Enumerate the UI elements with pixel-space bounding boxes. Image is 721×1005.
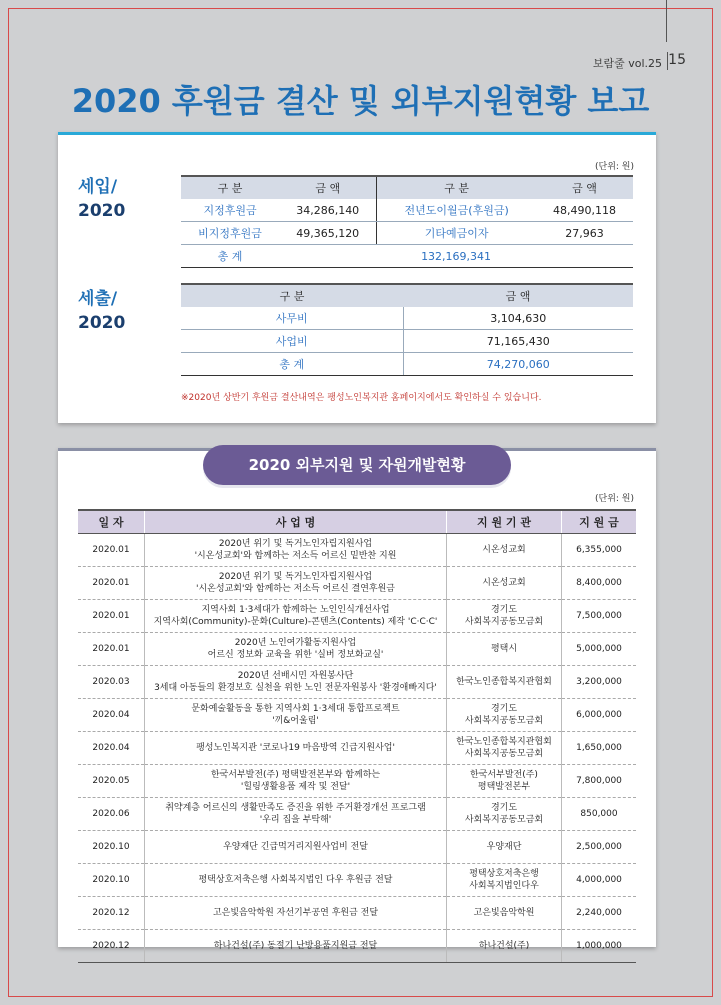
support-org-line: 평택시 bbox=[490, 644, 518, 654]
support-date-line: 2020.01 bbox=[92, 644, 130, 654]
table-row bbox=[78, 567, 636, 600]
total-row bbox=[181, 245, 633, 268]
support-project bbox=[145, 897, 447, 930]
support-org-line: 한국서부발전(주) bbox=[470, 770, 538, 780]
support-date bbox=[78, 666, 145, 699]
support-amount bbox=[562, 633, 637, 666]
support-org-line: 사회복지법인다우 bbox=[469, 881, 539, 891]
income-label-title: 세입/ bbox=[78, 177, 118, 197]
support-amount-line: 2,240,000 bbox=[576, 908, 622, 918]
support-date bbox=[78, 897, 145, 930]
support-org-line: 하나건설(주) bbox=[478, 941, 530, 951]
income-total-value: 132,169,341 bbox=[279, 245, 633, 268]
income-item: 비지정후원금 bbox=[181, 222, 279, 245]
support-amount bbox=[562, 930, 637, 963]
support-org bbox=[447, 567, 562, 600]
support-org-line: 사회복지공동모금회 bbox=[464, 815, 544, 825]
support-project-line: 취약계층 어르신의 생활만족도 증진을 위한 주거환경개선 프로그램 bbox=[165, 803, 426, 813]
expense-label-year: 2020 bbox=[78, 313, 126, 333]
support-org bbox=[447, 831, 562, 864]
support-amount bbox=[562, 567, 637, 600]
support-date bbox=[78, 534, 145, 567]
table-row bbox=[78, 798, 636, 831]
support-date-line: 2020.01 bbox=[92, 578, 130, 588]
support-project-line: '우리 집을 부탁해' bbox=[259, 815, 332, 825]
table-row bbox=[181, 307, 633, 330]
support-project bbox=[145, 567, 447, 600]
support-rows bbox=[78, 534, 636, 963]
support-amount-line: 1,650,000 bbox=[576, 743, 622, 753]
support-amount bbox=[562, 699, 637, 732]
support-project-line: 우양재단 긴급먹거리지원사업비 전달 bbox=[223, 842, 368, 852]
table-row bbox=[78, 897, 636, 930]
support-project-line: 지역사회(Community)-문화(Culture)-콘텐츠(Contents) 제작 'C·C·C' bbox=[153, 617, 438, 627]
expense-total-label: 총 계 bbox=[181, 353, 403, 376]
support-table bbox=[78, 509, 636, 963]
support-project-line: 2020년 노인여가활동지원사업 bbox=[234, 638, 357, 648]
income-amount: 34,286,140 bbox=[279, 199, 377, 222]
support-date-line: 2020.01 bbox=[92, 545, 130, 555]
support-date-line: 2020.10 bbox=[92, 875, 130, 885]
income-item: 지정후원금 bbox=[181, 199, 279, 222]
support-date-line: 2020.12 bbox=[92, 941, 130, 951]
income-table bbox=[181, 175, 633, 268]
support-project bbox=[145, 930, 447, 963]
support-project bbox=[145, 633, 447, 666]
support-amount bbox=[562, 897, 637, 930]
income-item: 기타예금이자 bbox=[377, 222, 536, 245]
support-date bbox=[78, 765, 145, 798]
support-amount-line: 7,800,000 bbox=[576, 776, 622, 786]
support-amount-line: 1,000,000 bbox=[576, 941, 622, 951]
expense-amount: 71,165,430 bbox=[403, 330, 633, 353]
support-org-line: 우양재단 bbox=[486, 842, 522, 852]
support-date bbox=[78, 633, 145, 666]
support-org bbox=[447, 930, 562, 963]
support-amount-line: 2,500,000 bbox=[576, 842, 622, 852]
support-amount-line: 3,200,000 bbox=[576, 677, 622, 687]
support-amount bbox=[562, 864, 637, 897]
page-number: 15 bbox=[668, 52, 686, 68]
support-date-line: 2020.01 bbox=[92, 611, 130, 621]
support-project bbox=[145, 864, 447, 897]
total-row bbox=[181, 353, 633, 376]
support-amount-line: 6,355,000 bbox=[576, 545, 622, 555]
support-org bbox=[447, 732, 562, 765]
support-header: 사 업 명 bbox=[145, 510, 447, 534]
support-project-line: 2020년 위기 및 독거노인자립지원사업 bbox=[218, 572, 373, 582]
support-date bbox=[78, 567, 145, 600]
support-date-line: 2020.05 bbox=[92, 776, 130, 786]
support-header: 지 원 기 관 bbox=[447, 510, 562, 534]
table-row bbox=[78, 600, 636, 633]
support-header: 일 자 bbox=[78, 510, 145, 534]
support-amount bbox=[562, 666, 637, 699]
support-org-line: 경기도 bbox=[490, 605, 518, 615]
support-amount-line: 8,400,000 bbox=[576, 578, 622, 588]
support-amount bbox=[562, 600, 637, 633]
support-org-line: 경기도 bbox=[490, 704, 518, 714]
support-project-line: 2020년 선배시민 자원봉사단 bbox=[237, 671, 354, 681]
support-project-line: 지역사회 1·3세대가 함께하는 노인인식개선사업 bbox=[201, 605, 390, 615]
support-header: 지 원 금 bbox=[562, 510, 637, 534]
income-header: 구 분 bbox=[377, 176, 536, 199]
support-date-line: 2020.12 bbox=[92, 908, 130, 918]
expense-item: 사업비 bbox=[181, 330, 403, 353]
support-org-line: 평택발전본부 bbox=[477, 782, 531, 792]
support-amount-line: 4,000,000 bbox=[576, 875, 622, 885]
support-card bbox=[58, 448, 656, 951]
support-amount-line: 850,000 bbox=[580, 809, 618, 819]
table-row bbox=[181, 222, 633, 245]
support-date bbox=[78, 831, 145, 864]
support-project-line: 2020년 위기 및 독거노인자립지원사업 bbox=[218, 539, 373, 549]
expense-header: 금 액 bbox=[403, 284, 633, 307]
support-amount bbox=[562, 534, 637, 567]
income-label bbox=[78, 175, 125, 223]
support-date bbox=[78, 732, 145, 765]
support-project-line: 어르신 정보화 교육을 위한 '실버 정보화교실' bbox=[207, 650, 384, 660]
unit-label: (단위: 원) bbox=[595, 494, 634, 504]
support-org-line: 한국노인종합복지관협회 bbox=[456, 737, 552, 747]
expense-label bbox=[78, 287, 125, 335]
support-date bbox=[78, 930, 145, 963]
support-org bbox=[447, 600, 562, 633]
support-project-line: 평택상호저축은행 사회복지법인 다우 후원금 전달 bbox=[198, 875, 393, 885]
table-row bbox=[78, 732, 636, 765]
support-org bbox=[447, 666, 562, 699]
support-org-line: 평택상호저축은행 bbox=[469, 869, 539, 879]
table-row bbox=[78, 831, 636, 864]
support-org-line: 한국노인종합복지관협회 bbox=[456, 677, 552, 687]
support-project-line: 고은빛음악학원 자선기부공연 후원금 전달 bbox=[212, 908, 379, 918]
expense-header: 구 분 bbox=[181, 284, 403, 307]
income-amount: 27,963 bbox=[536, 222, 633, 245]
page-title: 2020 후원금 결산 및 외부지원현황 보고 bbox=[71, 82, 650, 120]
support-amount-line: 6,000,000 bbox=[576, 710, 622, 720]
support-amount bbox=[562, 732, 637, 765]
support-title: 2020 외부지원 및 자원개발현황 bbox=[203, 445, 511, 485]
magazine-label: 보람줄 vol.25 bbox=[592, 57, 662, 70]
income-header: 금 액 bbox=[279, 176, 377, 199]
table-row bbox=[78, 765, 636, 798]
support-org-line: 사회복지공동모금회 bbox=[464, 749, 544, 759]
support-date-line: 2020.06 bbox=[92, 809, 130, 819]
table-row bbox=[78, 699, 636, 732]
support-project-line: 한국서부발전(주) 평택발전본부와 함께하는 bbox=[210, 770, 381, 780]
unit-label: (단위: 원) bbox=[595, 162, 634, 172]
support-date bbox=[78, 798, 145, 831]
support-project bbox=[145, 534, 447, 567]
table-row bbox=[181, 199, 633, 222]
table-row bbox=[78, 633, 636, 666]
support-project bbox=[145, 600, 447, 633]
support-org-line: 고은빛음악학원 bbox=[473, 908, 535, 918]
support-project bbox=[145, 765, 447, 798]
income-amount: 48,490,118 bbox=[536, 199, 633, 222]
support-org bbox=[447, 633, 562, 666]
income-item: 전년도이월금(후원금) bbox=[377, 199, 536, 222]
support-amount-line: 7,500,000 bbox=[576, 611, 622, 621]
income-amount: 49,365,120 bbox=[279, 222, 377, 245]
support-project-line: 하나건설(주) 동절기 난방용품지원금 전달 bbox=[213, 941, 378, 951]
support-org-line: 사회복지공동모금회 bbox=[464, 617, 544, 627]
table-row bbox=[78, 666, 636, 699]
support-date bbox=[78, 600, 145, 633]
support-org bbox=[447, 534, 562, 567]
note-text: ※2020년 상반기 후원금 결산내역은 팽성노인복지관 홈페이지에서도 확인하실 수 있습니다. bbox=[181, 393, 542, 403]
support-date bbox=[78, 699, 145, 732]
support-project-line: '시온성교회'와 함께하는 저소득 어르신 결연후원금 bbox=[196, 584, 395, 594]
support-org-line: 시온성교회 bbox=[482, 578, 526, 588]
income-total-label: 총 계 bbox=[181, 245, 279, 268]
support-org bbox=[447, 765, 562, 798]
table-row bbox=[181, 330, 633, 353]
support-project bbox=[145, 798, 447, 831]
support-org-line: 시온성교회 bbox=[482, 545, 526, 555]
table-row bbox=[78, 930, 636, 963]
expense-amount: 3,104,630 bbox=[403, 307, 633, 330]
support-project bbox=[145, 666, 447, 699]
support-org bbox=[447, 864, 562, 897]
support-org-line: 사회복지공동모금회 bbox=[464, 716, 544, 726]
table-row bbox=[78, 534, 636, 567]
support-project-line: '끼&어울림' bbox=[272, 716, 319, 726]
support-date-line: 2020.04 bbox=[92, 743, 130, 753]
support-project-line: '힐링생활용품 제작 및 전달' bbox=[240, 782, 351, 792]
support-org bbox=[447, 798, 562, 831]
support-amount bbox=[562, 798, 637, 831]
table-row bbox=[78, 864, 636, 897]
support-org bbox=[447, 699, 562, 732]
expense-total-value: 74,270,060 bbox=[403, 353, 633, 376]
support-amount-line: 5,000,000 bbox=[576, 644, 622, 654]
settlement-card bbox=[58, 132, 656, 423]
margin-line bbox=[666, 0, 667, 42]
income-label-year: 2020 bbox=[78, 201, 126, 221]
support-project-line: 팽성노인복지관 '코로나19 마음방역 긴급지원사업' bbox=[196, 743, 395, 753]
support-org bbox=[447, 897, 562, 930]
support-date-line: 2020.04 bbox=[92, 710, 130, 720]
income-header: 구 분 bbox=[181, 176, 279, 199]
expense-label-title: 세출/ bbox=[78, 289, 118, 309]
support-date-line: 2020.03 bbox=[92, 677, 130, 687]
support-project-line: 3세대 아동들의 환경보호 실천을 위한 노인 전문자원봉사 '환경애빠지다' bbox=[154, 683, 437, 693]
support-project bbox=[145, 732, 447, 765]
support-org-line: 경기도 bbox=[490, 803, 518, 813]
support-project bbox=[145, 699, 447, 732]
support-project-line: '시온성교회'와 함께하는 저소득 어르신 밑반찬 지원 bbox=[194, 551, 397, 561]
support-amount bbox=[562, 765, 637, 798]
support-amount bbox=[562, 831, 637, 864]
expense-item: 사무비 bbox=[181, 307, 403, 330]
expense-table bbox=[181, 283, 633, 376]
support-date bbox=[78, 864, 145, 897]
support-date-line: 2020.10 bbox=[92, 842, 130, 852]
support-project-line: 문화예술활동을 통한 지역사회 1·3세대 통합프로젝트 bbox=[191, 704, 400, 714]
support-project bbox=[145, 831, 447, 864]
income-header: 금 액 bbox=[536, 176, 633, 199]
